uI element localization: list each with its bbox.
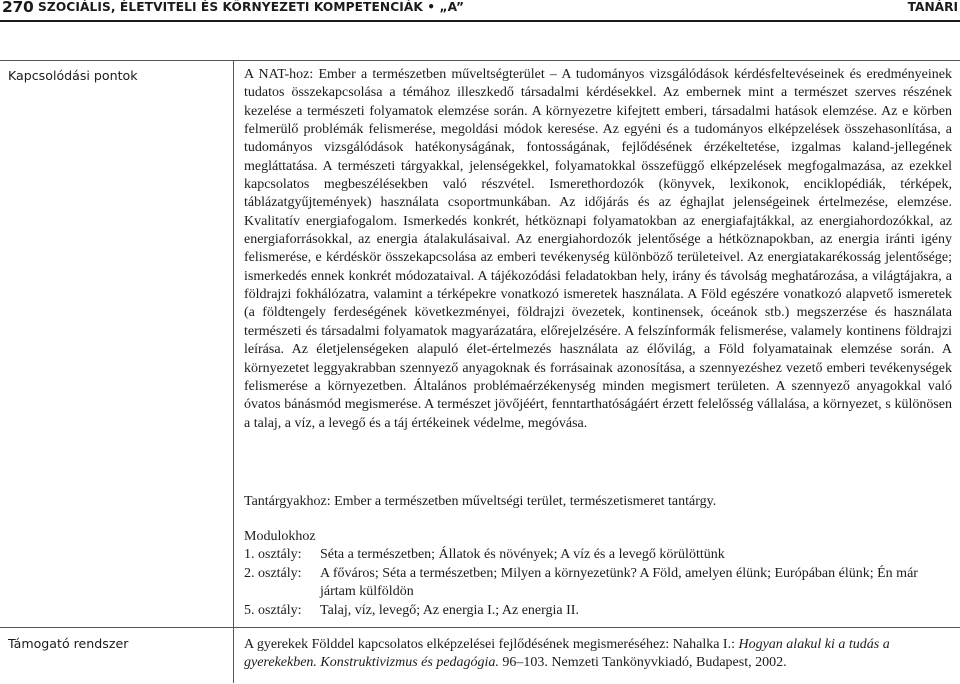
reference-publication: 96–103. Nemzeti Tankönyvkiadó, Budapest, 2002. bbox=[502, 655, 787, 671]
page-header bbox=[0, 0, 960, 18]
module-row bbox=[244, 565, 952, 602]
modules-title: Modulokhoz bbox=[244, 529, 316, 544]
row-divider bbox=[0, 627, 960, 628]
module-row bbox=[244, 602, 952, 620]
module-row bbox=[244, 546, 952, 564]
reference-title: Hogyan alakul ki a tudás a gyerekekben. Konstruktivizmus és pedagógia. bbox=[244, 637, 890, 671]
module-list: Séta a természetben; Állatok és növények; A víz és a levegő körülöttünk bbox=[320, 547, 725, 563]
page-number: 270 bbox=[2, 0, 34, 16]
module-grade: 5. osztály: bbox=[244, 602, 302, 618]
column-divider bbox=[233, 60, 234, 683]
audience-label: TANÁRI bbox=[907, 0, 958, 14]
support-reference bbox=[244, 636, 952, 673]
module-list: Talaj, víz, levegő; Az energia I.; Az energia II. bbox=[320, 602, 579, 618]
row-label-tamogato: Támogató rendszer bbox=[8, 636, 129, 651]
running-title: SZOCIÁLIS, ÉLETVITELI ÉS KÖRNYEZETI KOMPETENCIÁK • „A” bbox=[38, 0, 465, 14]
row-label-kapcsolodo: Kapcsolódási pontok bbox=[8, 68, 138, 83]
module-grade: 1. osztály: bbox=[244, 547, 302, 563]
connections-text: A NAT-hoz: Ember a természetben műveltségterület – A tudományos vizsgálódások kérdésfeltevéseinek és eredményeinek tudatos összekapcsolása a témához illeszkedő társadalmi kérdésekkel. Az embernek mint a természet szerves részének kezelése a természeti folyamatok elemzése során. A környezetre kifejtett emberi, társadalmi hatások elemzése. Az e körben felmerülő problémák felismerése, megoldási módok keresése. Az egyéni és a tudományos elképzelések összehasonlítása, a tudományos vizsgálódások hatékonyságának, fontosságának, fejlődésének érzékeltetése, izgalmas kaland-jellegének megláttatása. A természeti tárgyakkal, jelenségekkel, folyamatokkal összefüggő elképzelések megfogalmazása, az ezekkel kapcsolatos megbeszélésekben való részvétel. Ismerethordozók (könyvek, lexikonok, enciklopédiák, térképek, táblázatgyűjtemények) használata csoportmunkában. Az időjárás és az éghajlat jelenségeinek értelmezése, elemzése. Kvalitatív energiafogalom. Ismerkedés konkrét, hétköznapi folyamatokban az energiafajtákkal, az energiahordozókkal, az energiaforrásokkal, az energia átalakulásaival. Az energiahordozók jelentősége a hétköznapokban, az energia iránti igény felismerése, e kérdéskör összekapcsolása az emberi tevékenység különböző területeivel. Az energiatakarékosság jelentősége; ismerkedés ennek konkrét módozataival. A tájékozódási feladatokban hely, irány és távolság meghatározása, a világtájakra, a földrajzi fokhálózatra, valamint a térképekre vonatkozó ismeretek használata. A Föld egészére vonatkozó alapvető ismeretek (a földtengely ferdeségének következményei, földrajzi övezetek, kontinensek, óceánok stb.) megszerzése és használata természeti és társadalmi folyamatok magyarázatára, előrejelzésére. A felszínformák felismerése, valamely kontinens földrajzi leírása. Az életjelenségeken alapuló élet-értelmezés használata az élővilág, a Föld folyamatainak elemzése során. A környezetet leggyakrabban szennyező anyagoknak és forrásainak azonosítása, a szennyezéshez vezető emberi tevékenységek felismerése a környezetben. Általános problémaérzékenység minden megismert területen. A szennyező anyagokkal való óvatos bánásmód megismerése. A természet jövőjéért, fenntarthatóságáért érzett felelősség vállalása, a környezet, s különösen a talaj, a víz, a levegő és a táj értékeinek védelme, megóvása. bbox=[244, 67, 952, 431]
subject-link-text: Tantárgyakhoz: Ember a természetben műveltségi terület, természetismeret tantárgy. bbox=[244, 494, 717, 509]
module-grade: 2. osztály: bbox=[244, 565, 302, 581]
module-list: A főváros; Séta a természetben; Milyen a környezetünk? A Föld, amelyen élünk; Európában élünk; Én már jártam külföldön bbox=[320, 565, 918, 600]
header-rule bbox=[0, 20, 960, 22]
modules-block bbox=[244, 528, 952, 620]
reference-intro: A gyerekek Földdel kapcsolatos elképzelései fejlődésének megismeréséhez: Nahalka I.: bbox=[244, 637, 735, 652]
